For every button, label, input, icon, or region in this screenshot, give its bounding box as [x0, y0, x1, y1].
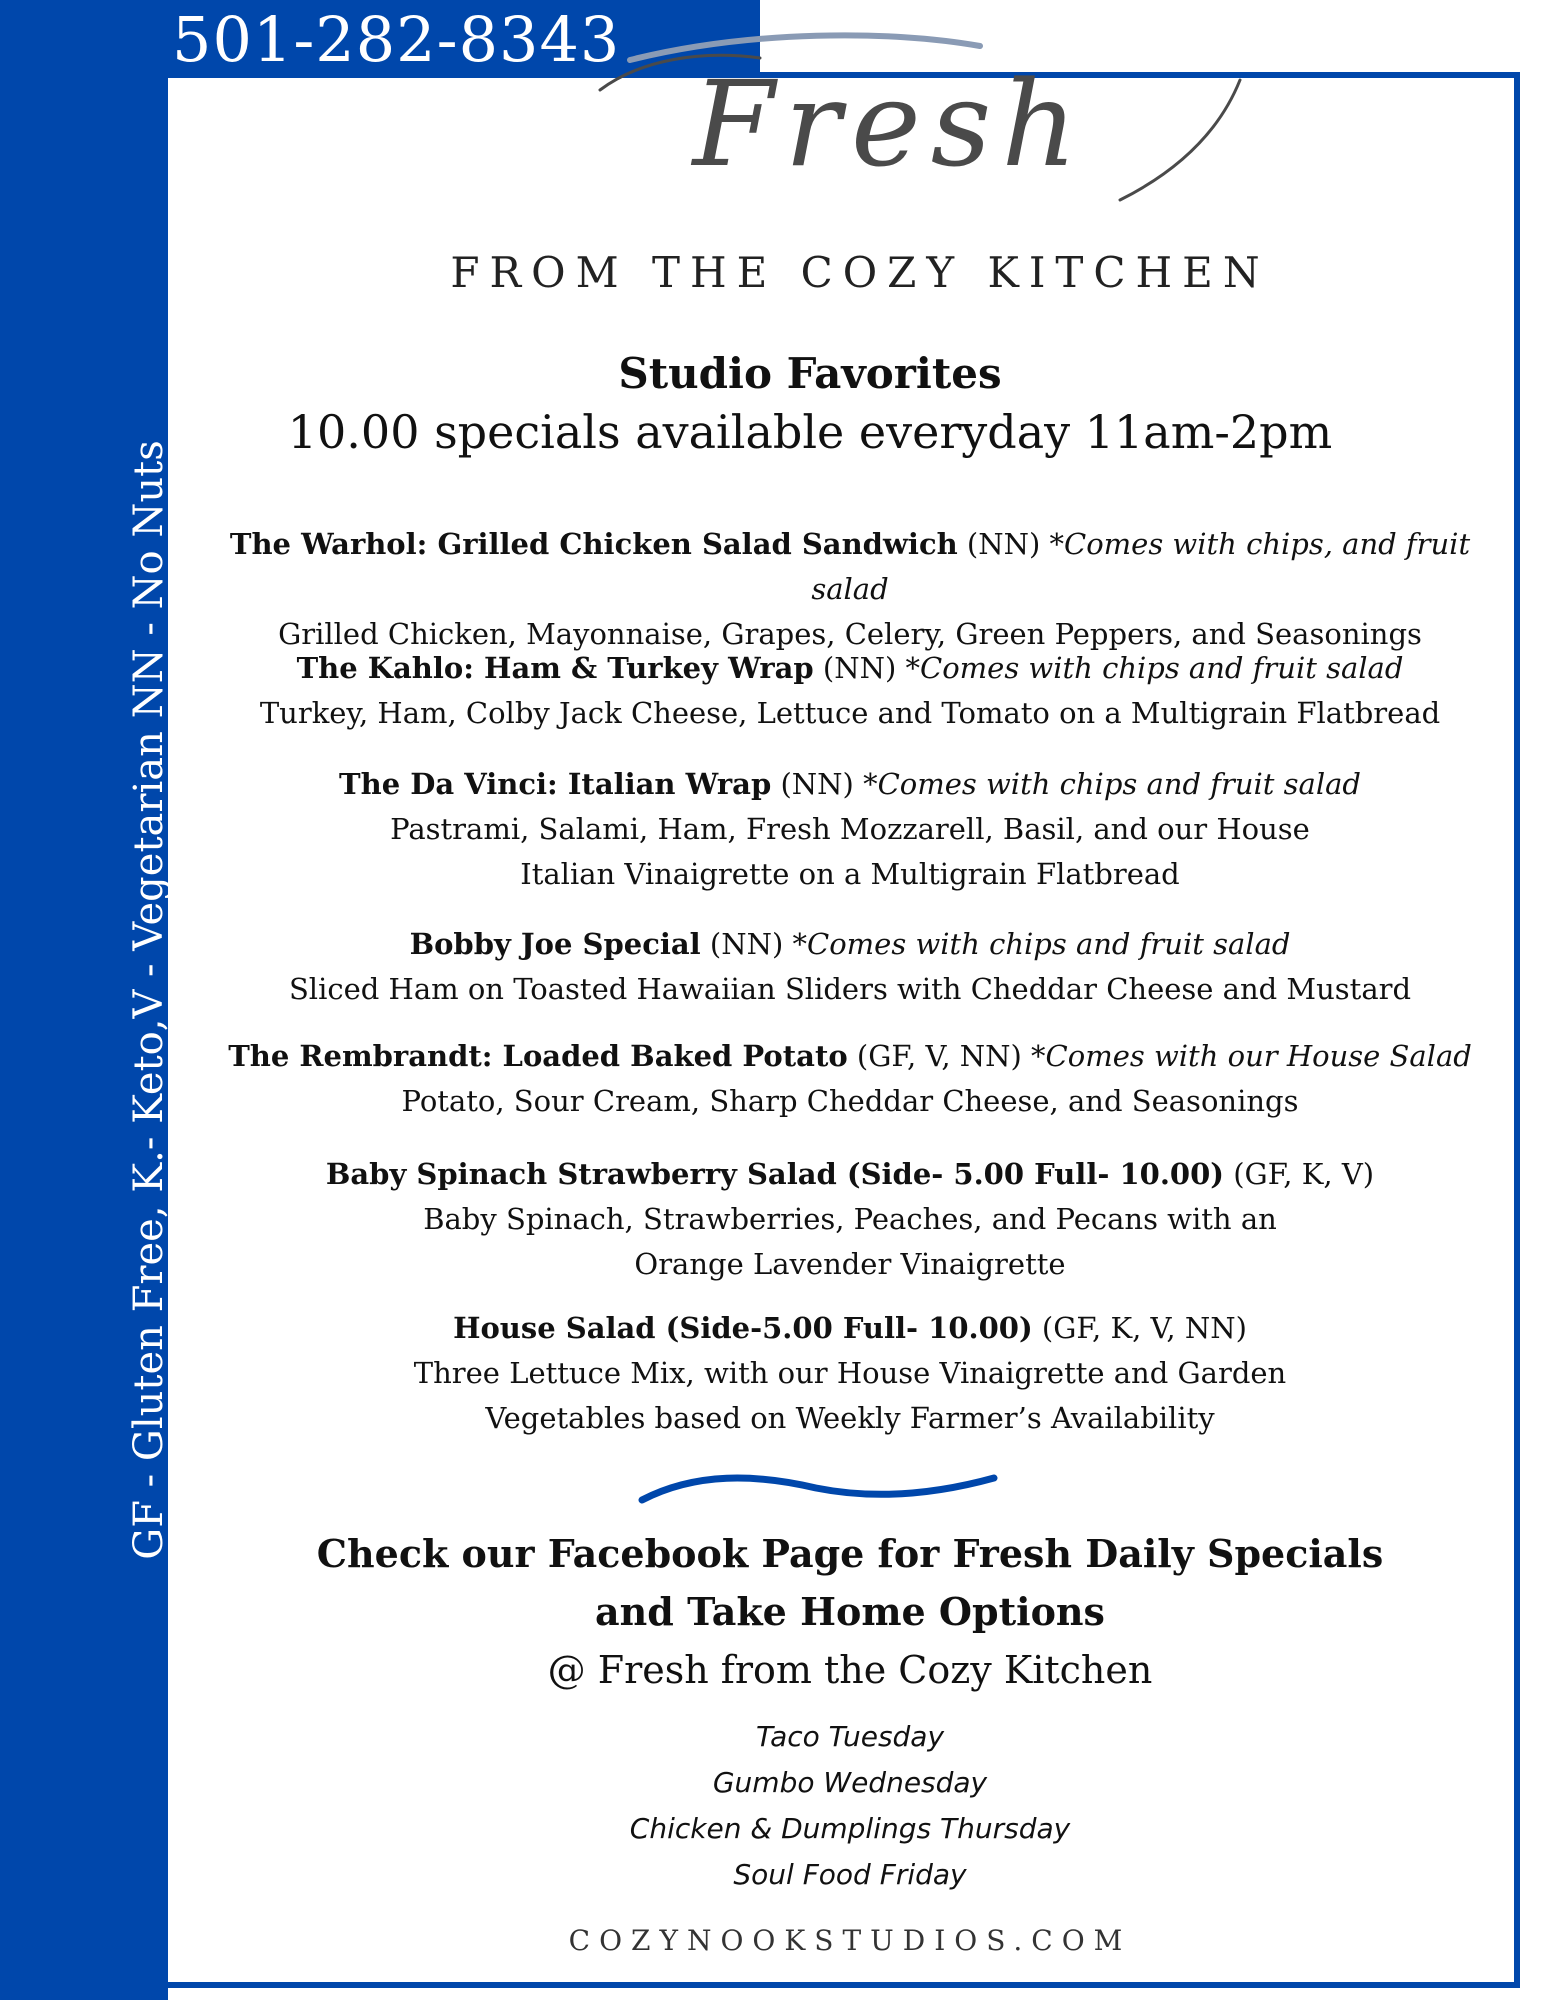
- menu-item-description: Potato, Sour Cream, Sharp Cheddar Cheese, and Seasonings: [401, 1084, 1299, 1118]
- facebook-page-link[interactable]: @ Fresh from the Cozy Kitchen: [547, 1648, 1153, 1692]
- menu-item-note: *Comes with chips and fruit salad: [792, 927, 1291, 961]
- section-title: Studio Favorites: [618, 349, 1002, 398]
- menu-item-tags: (GF, K, V): [1224, 1157, 1375, 1191]
- menu-item-tags: (GF, K, V, NN): [1032, 1311, 1247, 1345]
- menu-item-description: Baby Spinach, Strawberries, Peaches, and Pecans with an Orange Lavender Vinaigrette: [423, 1202, 1277, 1281]
- menu-item-description: Grilled Chicken, Mayonnaise, Grapes, Celery, Green Peppers, and Seasonings: [278, 617, 1422, 651]
- menu-item-description: Turkey, Ham, Colby Jack Cheese, Lettuce and Tomato on a Multigrain Flatbread: [259, 696, 1441, 730]
- menu-item-description: Sliced Ham on Toasted Hawaiian Sliders with Cheddar Cheese and Mustard: [288, 972, 1412, 1006]
- daily-special: Taco Tuesday: [755, 1720, 945, 1753]
- website-link[interactable]: COZYNOOKSTUDIOS.COM: [568, 1924, 1132, 1957]
- menu-item-name: The Kahlo: Ham & Turkey Wrap: [296, 651, 814, 685]
- menu-item-note: *Comes with chips and fruit salad: [863, 767, 1361, 801]
- menu-item: [190, 522, 1510, 657]
- menu-item-tags: (NN): [771, 767, 864, 801]
- menu-item-description: Pastrami, Salami, Ham, Fresh Mozzarell, Basil, and our House Italian Vinaigrette on a Multigrain Flatbread: [390, 812, 1310, 891]
- menu-item: [190, 762, 1510, 897]
- menu-item-name: The Warhol: Grilled Chicken Salad Sandwich: [229, 527, 958, 561]
- menu-item-tags: (NN): [813, 651, 906, 685]
- facebook-cta-line-2: and Take Home Options: [595, 1589, 1105, 1634]
- menu-item-note: *Comes with chips, and fruit salad: [811, 527, 1471, 606]
- menu-item: [190, 646, 1510, 736]
- menu-item: [190, 922, 1510, 1012]
- menu-item: [190, 1306, 1510, 1441]
- daily-special: Chicken & Dumplings Thursday: [629, 1812, 1071, 1845]
- menu-item-note: *Comes with chips and fruit salad: [905, 651, 1404, 685]
- menu-item-tags: (NN): [700, 927, 793, 961]
- menu-item-name: The Rembrandt: Loaded Baked Potato: [228, 1039, 848, 1073]
- daily-specials-list: [440, 1714, 1260, 1898]
- wave-divider: [636, 1470, 1000, 1510]
- facebook-cta-line-1: Check our Facebook Page for Fresh Daily Specials: [316, 1531, 1384, 1576]
- phone-number[interactable]: 501-282-8343: [172, 3, 621, 76]
- menu-item-tags: (GF, V, NN): [847, 1039, 1032, 1073]
- menu-item-name: House Salad (Side-5.00 Full- 10.00): [453, 1311, 1033, 1345]
- menu-item-name: Baby Spinach Strawberry Salad (Side- 5.00 Full- 10.00): [325, 1157, 1224, 1191]
- menu-item-name: The Da Vinci: Italian Wrap: [339, 767, 772, 801]
- logo-subtitle: FROM THE COZY KITCHEN: [450, 248, 1270, 297]
- section-subtitle: 10.00 specials available everyday 11am-2pm: [287, 405, 1333, 459]
- dietary-legend: GF - Gluten Free, K.- Keto,V - Vegetarian NN - No Nuts: [126, 440, 172, 1560]
- daily-special: Gumbo Wednesday: [712, 1766, 988, 1799]
- menu-item: [190, 1034, 1510, 1124]
- logo-script-word: Fresh: [692, 55, 1088, 193]
- menu-item-note: *Comes with our House Salad: [1031, 1039, 1472, 1073]
- menu-item-description: Three Lettuce Mix, with our House Vinaigrette and Garden Vegetables based on Weekly Farmer’s Availability: [413, 1356, 1287, 1435]
- daily-special: Soul Food Friday: [733, 1858, 967, 1891]
- menu-item-name: Bobby Joe Special: [409, 927, 701, 961]
- menu-item: [190, 1152, 1510, 1287]
- menu-item-tags: (NN): [957, 527, 1050, 561]
